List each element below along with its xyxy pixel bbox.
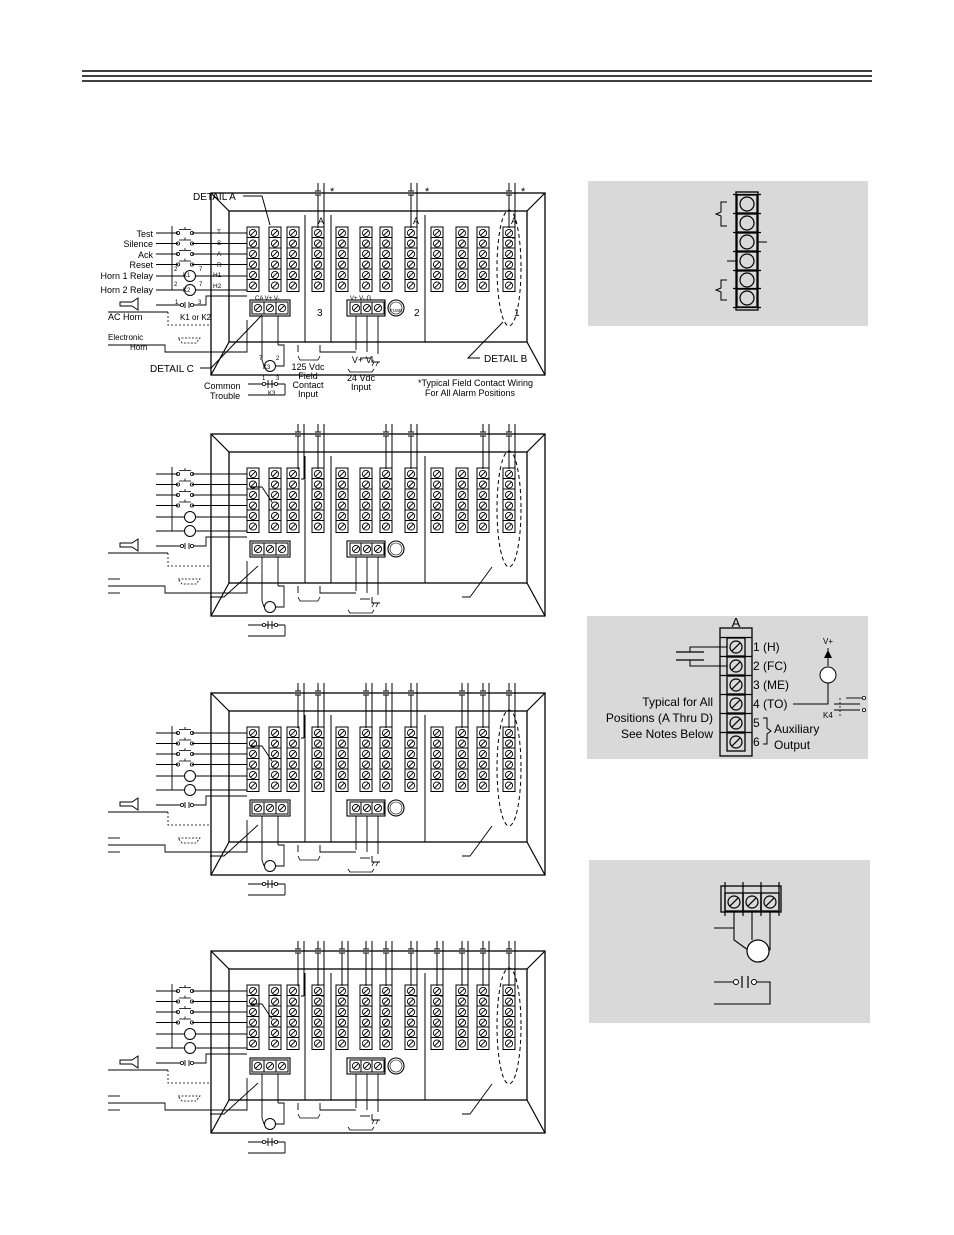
relay-contact [734,980,739,985]
power-terminal [361,802,373,814]
diagram-1-labels [100,186,533,401]
pushbutton-switch-icon [176,738,193,746]
wire [527,693,545,711]
typical-positions-1: Typical for All [642,695,713,709]
ac-horn-icon [120,1056,138,1068]
star-1: * [330,186,335,198]
pushbutton-switch-icon [176,479,193,487]
electronic-horn-label-1: Electronic [108,333,144,342]
common-alarm-terminal [252,543,264,555]
wire [262,1118,264,1124]
detail-a-label: DETAIL A [193,192,236,203]
typical-positions-3: See Notes Below [620,727,713,741]
wire [211,583,229,616]
terminal-6: 6 [753,735,760,749]
ac-horn-icon [120,539,138,551]
wire [376,362,378,366]
relay-k4-label: K4 [823,711,833,720]
star-3: * [521,186,526,198]
terminal [312,780,324,792]
pushbutton-switch-icon [176,748,193,756]
position-a-2: A [413,216,420,226]
terminal [269,521,281,533]
relay-k3-pin-1: 1 [262,376,266,382]
field-contact-icon [506,941,512,963]
relay-k1-label: K1 [183,273,191,279]
pushbutton-switch-icon [176,1006,193,1014]
field-contact-icon [363,683,369,705]
wire [194,1054,247,1063]
wire [262,601,264,607]
relay-k3-pin-3: 3 [276,376,280,382]
terminal [312,1038,324,1050]
wire [168,553,211,566]
relay-contact [180,1061,183,1064]
relay-contact [262,1140,265,1143]
typical-note-1: *Typical Field Contact Wiring [418,378,534,388]
wire [211,1100,229,1133]
relay-pin-1: 1 [175,300,179,306]
field-contact-icon [408,424,414,446]
terminal [247,521,259,533]
relay-contact [180,803,183,806]
wire [210,1083,258,1114]
terminal-1-h: 1 (H) [753,640,780,654]
field-input-2: Field [298,371,318,381]
terminal [336,521,348,533]
terminal [312,280,324,292]
field-contact-icon [506,683,512,705]
common-alarm-terminal [252,802,264,814]
terminal [477,521,489,533]
terminal-label-h2: H2 [213,283,222,290]
wire [211,842,229,875]
wire [348,369,374,372]
terminal-label-a: A [217,251,222,258]
relay-contact [180,303,183,306]
terminal-4-to: 4 (TO) [753,697,788,711]
field-contact-icon [480,683,486,705]
pushbutton-switch-icon [176,727,193,735]
dc-input-1: V+ V- [351,355,375,365]
terminal [336,780,348,792]
relay-k2-pin-7: 7 [199,282,203,288]
wire [527,1100,545,1133]
power-terminal [372,302,384,314]
wire [372,856,380,862]
ac-horn-label: AC Horn [108,312,143,322]
detail-c-terminals: CA V+ V- [255,296,280,302]
field-contact-icon [506,183,512,205]
terminal [431,521,443,533]
relay-contact [752,980,757,985]
relay-coil-icon [747,940,769,962]
electronic-horn-icon [178,1096,200,1101]
wire [372,1114,380,1120]
terminal [477,780,489,792]
pushbutton-switch-icon [176,468,193,476]
field-contact-icon [480,941,486,963]
relay-contact [274,1140,277,1143]
wire [194,796,247,805]
wire [372,603,374,607]
wire [298,1114,320,1118]
wire [194,537,247,546]
terminal [503,521,515,533]
detail-b-label: DETAIL B [484,354,528,365]
annunciator-wiring-diagram-2 [108,424,545,636]
field-contact-icon [363,941,369,963]
detail-c-label: DETAIL C [150,364,194,375]
terminal-label-t: T [217,229,221,236]
field-input-1: 125 Vdc [291,362,325,372]
position-3-label: 3 [317,308,323,319]
power-terminal [361,543,373,555]
field-contact-icon [408,683,414,705]
position-1-label: 1 [514,308,520,319]
wire [210,566,258,597]
relay-coil-icon [185,512,196,523]
relay-coil-icon [185,785,196,796]
relay-k1-pin-7: 7 [199,267,203,273]
wire [211,434,229,452]
detail-a-position: A [731,615,741,630]
relay-contact [274,623,277,626]
wire [168,812,211,825]
position-a-1: A [318,216,325,226]
ac-horn-icon [120,798,138,810]
detail-b-panel [588,181,868,326]
wire [211,951,229,969]
terminal [477,280,489,292]
terminal [247,1038,259,1050]
terminal [405,280,417,292]
field-contact-icon [434,941,440,963]
relay-pin-3: 3 [198,300,202,306]
wire [210,825,258,856]
fuse-icon [388,800,404,816]
terminal [269,780,281,792]
terminal [503,1038,515,1050]
terminal-5: 5 [753,716,760,730]
terminal [405,1038,417,1050]
field-contact-icon [295,683,301,705]
detail-c-panel [589,860,870,1023]
electronic-horn-label-2: Horn [130,343,148,352]
wire [462,1084,492,1114]
relay-contact [262,623,265,626]
terminal [269,280,281,292]
auxiliary-output-2: Output [774,738,811,752]
pushbutton-switch-icon [176,985,193,993]
relay-coil-icon [820,667,836,683]
relay-coil-icon [185,1029,196,1040]
common-trouble-1: Common [204,381,241,391]
terminal [360,1038,372,1050]
terminal-label-s: S [217,240,222,247]
wire [348,1127,374,1130]
annunciator-wiring-diagram-4 [108,941,545,1153]
terminal [336,1038,348,1050]
wire [376,862,378,866]
power-terminal [372,1060,384,1072]
wire [276,845,284,866]
relay-coil-icon [265,861,276,872]
wire [320,586,356,593]
common-trouble-2: Trouble [210,391,241,401]
input-silence: Silence [123,239,153,249]
input-horn-1-relay: Horn 1 Relay [100,271,153,281]
field-input-4: Input [297,389,319,399]
relay-k3-label: K3 [263,365,271,371]
pushbutton-switch-icon [176,248,193,256]
terminal [431,780,443,792]
field-contact-icon [383,941,389,963]
terminal-label-r: R [217,262,222,269]
relay-coil-icon [265,1119,276,1130]
fuse-label-1: FUSE [390,308,403,313]
field-contact-icon [480,424,486,446]
fuse-icon [388,541,404,557]
common-alarm-terminal [264,802,276,814]
terminal [360,280,372,292]
typical-note-2: For All Alarm Positions [425,388,516,398]
relay-contact [190,803,193,806]
wire [348,610,374,613]
relay-contact [262,382,265,385]
relay-contact [862,708,865,711]
wire [372,862,374,866]
terminal [503,780,515,792]
pushbutton-switch-icon [176,500,193,508]
wire [527,342,545,375]
wire [462,567,492,597]
terminal-label-h1: H1 [213,272,222,279]
relay-k2-label: K2 [183,288,191,294]
power-terminal [350,302,362,314]
field-contact-icon [339,941,345,963]
terminal [360,780,372,792]
power-terminal [361,302,373,314]
electronic-horn-icon [178,838,200,843]
electronic-horn-icon [178,579,200,584]
relay-coil-icon [185,1043,196,1054]
wire [348,869,374,872]
field-contact-icon [408,941,414,963]
dc-input-2: 24 Vdc [346,373,376,383]
terminal [456,521,468,533]
terminal [287,280,299,292]
common-alarm-terminal [252,1060,264,1072]
terminal [456,1038,468,1050]
field-contact-icon [315,941,321,963]
electronic-horn-icon [178,338,200,343]
wire [298,597,320,601]
annunciator-wiring-diagram-3 [108,683,545,895]
pushbutton-switch-icon [176,489,193,497]
dc-input-3: Input [350,382,372,392]
relay-contact [190,303,193,306]
wire [527,434,545,452]
relay-k3-pin-2: 2 [276,356,280,362]
field-contact-icon [315,183,321,205]
power-terminal [372,543,384,555]
star-2: * [425,186,430,198]
wire [376,1120,378,1124]
pushbutton-switch-icon [176,238,193,246]
field-contact-icon [459,941,465,963]
terminal [431,280,443,292]
relay-contact [274,382,277,385]
wire [262,860,264,866]
terminal [380,280,392,292]
wire [527,951,545,969]
relay-k3-label-2: K3 [268,391,276,397]
relay-contact [190,544,193,547]
common-alarm-terminal [264,543,276,555]
common-alarm-terminal [252,302,264,314]
pushbutton-switch-icon [176,759,193,767]
terminal [360,521,372,533]
field-contact-icon [383,683,389,705]
common-alarm-terminal [264,1060,276,1072]
pushbutton-switch-icon [176,1017,193,1025]
wire [276,1103,284,1124]
auxiliary-output-1: Auxiliary [774,722,820,736]
relay-contact [180,544,183,547]
power-terminal [350,802,362,814]
terminal [431,1038,443,1050]
wire [527,842,545,875]
terminal [287,1038,299,1050]
field-contact-icon [459,683,465,705]
terminal [287,521,299,533]
pushbutton-switch-icon [176,259,193,267]
field-input-3: Contact [292,380,324,390]
vplus-label: V+ [823,637,834,646]
terminal [287,780,299,792]
terminal-3-me: 3 (ME) [753,678,789,692]
wire [320,845,356,852]
field-contact-icon [408,183,414,205]
terminal-2-fc: 2 (FC) [753,659,787,673]
common-alarm-terminal [264,302,276,314]
relay-k1-pin-2: 2 [174,267,178,273]
fuse-icon [388,1058,404,1074]
wire [527,583,545,616]
field-contact-icon [315,683,321,705]
typical-positions-2: Positions (A Thru D) [605,711,713,725]
wire [298,356,320,360]
wire [462,826,492,856]
pushbutton-switch-icon [176,996,193,1004]
field-contact-icon [295,424,301,446]
wire [527,193,545,211]
wire [372,597,380,603]
common-alarm-terminal [276,1060,288,1072]
pushbutton-switch-icon [176,227,193,235]
wire [372,1120,374,1124]
terminal [269,1038,281,1050]
ac-horn-icon [120,298,138,310]
terminal [477,1038,489,1050]
relay-coil-icon [185,771,196,782]
wire [298,856,320,860]
relay-k3-pin-7: 7 [259,356,263,362]
field-contact-icon [315,424,321,446]
terminal [503,280,515,292]
power-terminal [372,802,384,814]
terminal [380,780,392,792]
terminal [247,280,259,292]
common-alarm-terminal [276,543,288,555]
relay-coil-icon [265,602,276,613]
terminal [247,780,259,792]
wire [276,586,284,607]
wire [168,1070,211,1083]
relay-contact [862,696,865,699]
input-horn-2-relay: Horn 2 Relay [100,285,153,295]
terminal [336,280,348,292]
wire [211,693,229,711]
common-alarm-terminal [276,802,288,814]
relay-contact [262,882,265,885]
wire [376,603,378,607]
position-2-label: 2 [414,308,420,319]
relay-coil-icon [185,526,196,537]
field-contact-icon [295,941,301,963]
input-ack: Ack [137,250,153,260]
terminal [405,780,417,792]
terminal [405,521,417,533]
terminal [312,521,324,533]
wire [320,345,356,352]
terminal [456,280,468,292]
relay-contact [274,882,277,885]
power-terminal [361,1060,373,1072]
terminal [380,1038,392,1050]
input-test: Test [136,229,153,239]
field-contact-icon [506,424,512,446]
common-alarm-terminal [276,302,288,314]
power-terminals: V+ V- G [350,296,372,302]
position-a-3: A [511,216,518,226]
power-terminal [350,543,362,555]
field-contact-icon [383,424,389,446]
power-terminal [350,1060,362,1072]
relay-choice-label: K1 or K2 [180,313,212,322]
terminal [456,780,468,792]
terminal [380,521,392,533]
wire [194,296,247,305]
input-reset: Reset [129,260,153,270]
relay-k2-pin-2: 2 [174,282,178,288]
relay-contact [190,1061,193,1064]
wire [320,1103,356,1110]
